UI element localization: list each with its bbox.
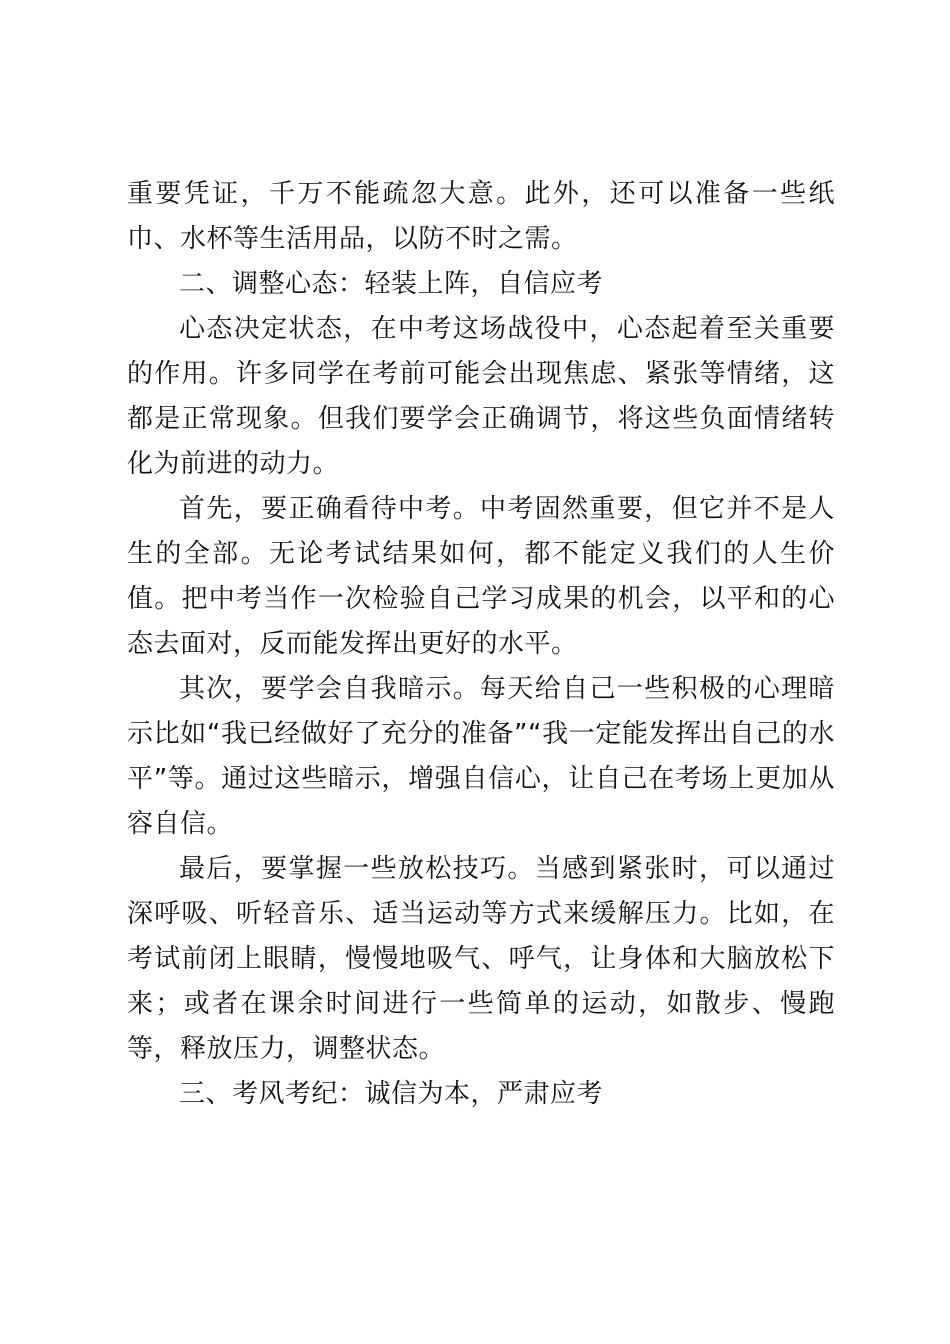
paragraph-second: 其次，要学会自我暗示。每天给自己一些积极的心理暗示比如“我已经做好了充分的准备”“我一定能发挥出自己的水平”等。通过这些暗示，增强自信心，让自己在考场上更加从容自信。 [127, 674, 835, 839]
section-heading-3: 三、考风考纪：诚信为本，严肃应考 [179, 1079, 604, 1109]
paragraph-last: 最后，要掌握一些放松技巧。当感到紧张时，可以通过深呼吸、听轻音乐、适当运动等方式来缓解压力。比如，在考试前闭上眼睛，慢慢地吸气、呼气，让身体和大脑放松下来；或者在课余时间进行一些简单的运动，如散步、慢跑等，释放压力，调整状态。 [127, 854, 835, 1064]
paragraph-first: 首先，要正确看待中考。中考固然重要，但它并不是人生的全部。无论考试结果如何，都不能定义我们的人生价值。把中考当作一次检验自己学习成果的机会，以平和的心态去面对，反而能发挥出更好的水平。 [127, 494, 835, 659]
document-body [127, 172, 835, 1117]
section-heading-2: 二、调整心态：轻装上阵，自信应考 [179, 269, 604, 299]
paragraph-mindset: 心态决定状态，在中考这场战役中，心态起着至关重要的作用。许多同学在考前可能会出现焦虑、紧张等情绪，这都是正常现象。但我们要学会正确调节，将这些负面情绪转化为前进的动力。 [127, 314, 835, 479]
paragraph-continued: 重要凭证，千万不能疏忽大意。此外，还可以准备一些纸巾、水杯等生活用品，以防不时之需。 [127, 179, 835, 254]
